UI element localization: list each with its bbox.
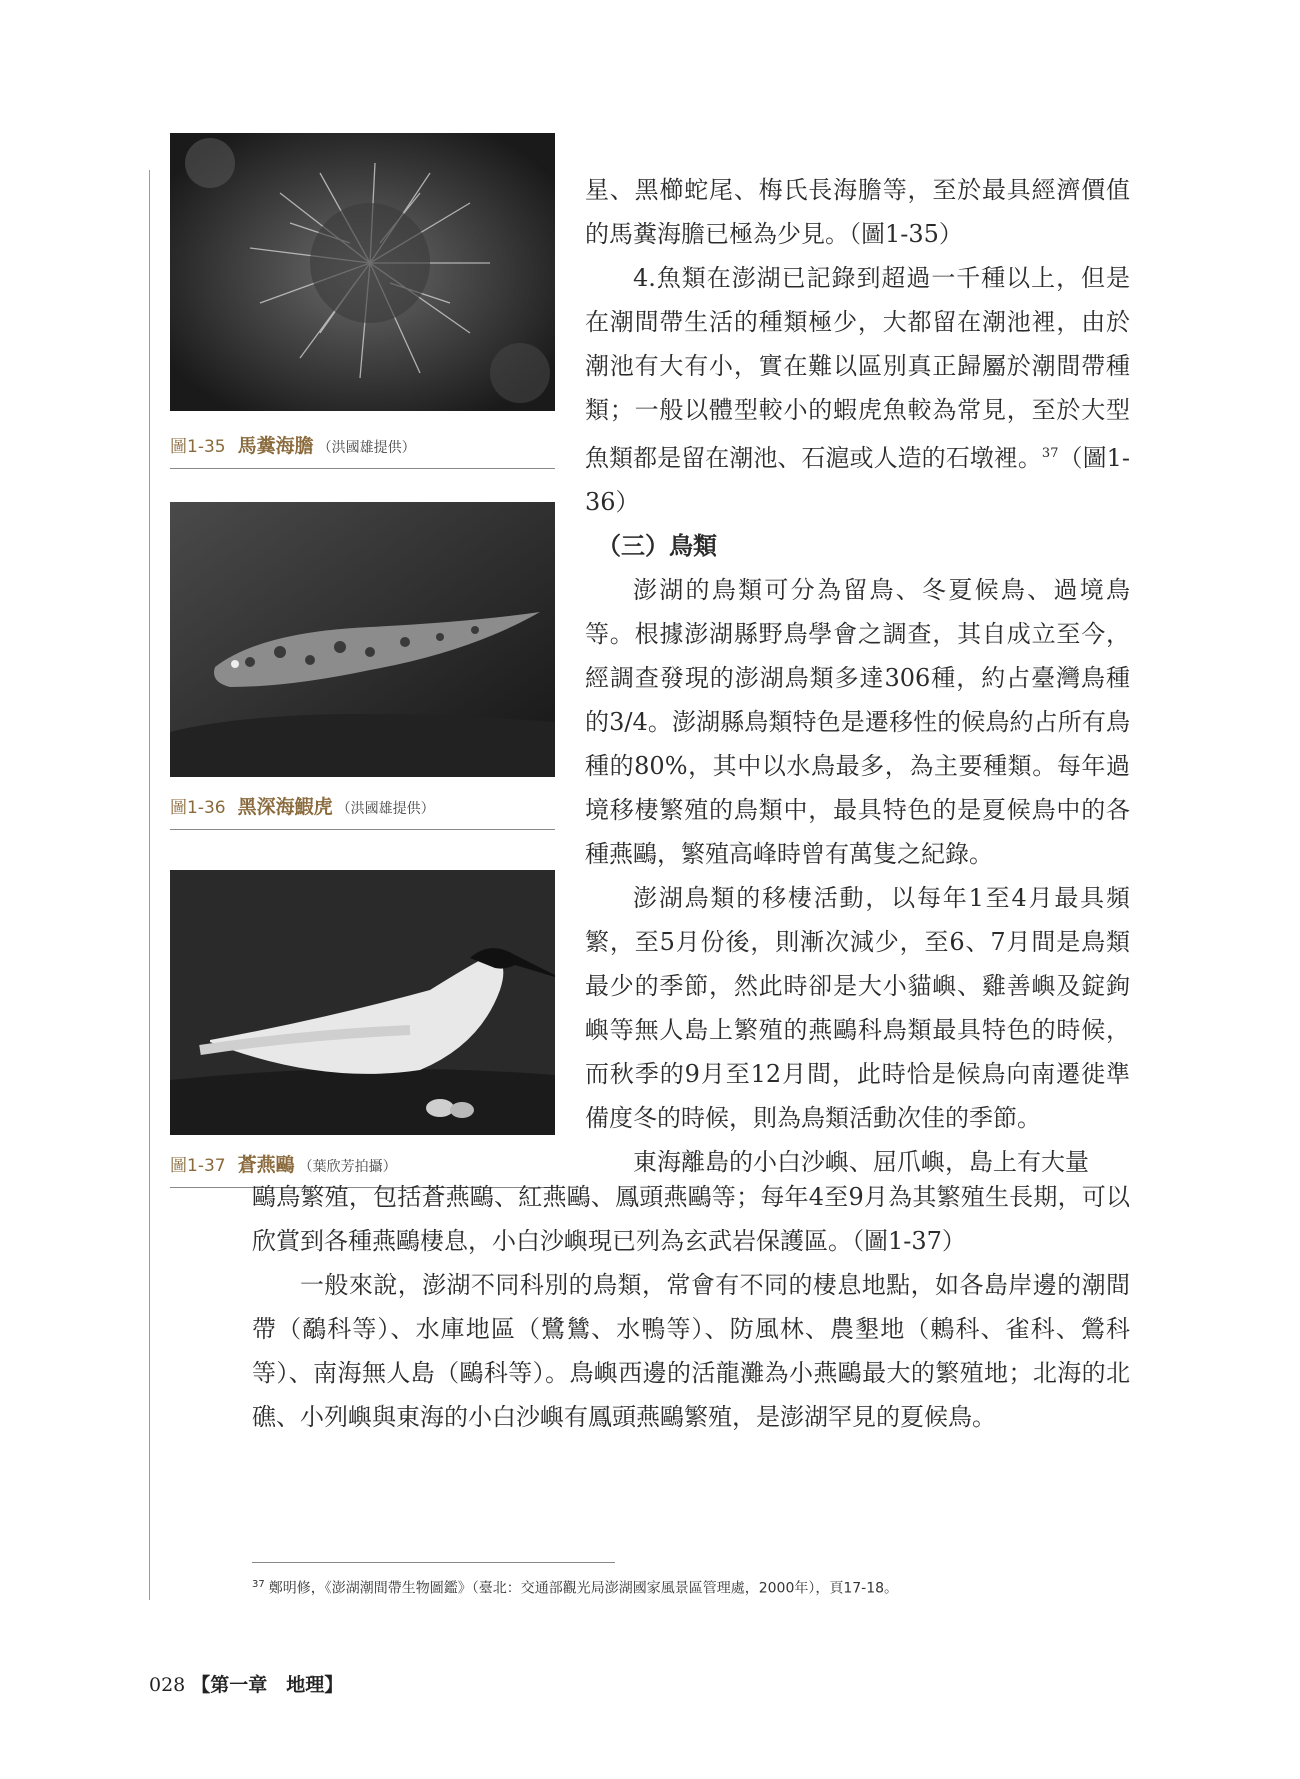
figure-caption	[170, 1150, 555, 1177]
page-footer	[149, 1670, 343, 1697]
footnote-reference: 37	[1041, 446, 1059, 461]
figure-number: 圖1-36	[170, 798, 226, 818]
paragraph: 澎湖鳥類的移棲活動，以每年1至4月最具頻繁，至5月份後，則漸次減少，至6、7月間是鳥類最少的季節，然此時卻是大小貓嶼、雞善嶼及錠鉤嶼等無人島上繁殖的燕鷗科鳥類最具特色的時候，而秋季的9月至12月間，此時恰是候鳥向南遷徙準備度冬的時候，則為鳥類活動次佳的季節。	[585, 884, 1130, 1132]
body-text-right-column	[585, 168, 1130, 1184]
figure-credit: （葉欣芳拍攝）	[298, 1159, 397, 1175]
figure-title: 馬糞海膽	[237, 435, 314, 457]
paragraph: 東海離島的小白沙嶼、屈爪嶼，島上有大量	[633, 1148, 1089, 1176]
paragraph: 鷗鳥繁殖，包括蒼燕鷗、紅燕鷗、鳳頭燕鷗等；每年4至9月為其繁殖生長期，可以欣賞到各種燕鷗棲息，小白沙嶼現已列為玄武岩保護區。（圖1-37）	[252, 1183, 1130, 1255]
caption-divider	[170, 829, 555, 830]
footnote	[252, 1574, 1152, 1600]
paragraph-text: 4.魚類在澎湖已記錄到超過一千種以上，但是在潮間帶生活的種類極少，大都留在潮池裡，由於潮池有大有小，實在難以區別真正歸屬於潮間帶種類；一般以體型較小的蝦虎魚較為常見，至於大型魚類都是留在潮池、石滬或人造的石墩裡。	[585, 264, 1130, 472]
chapter-title: 【第一章 地理】	[191, 1674, 344, 1696]
footnote-mark: 37	[252, 1579, 265, 1590]
paragraph: 一般來說，澎湖不同科別的鳥類，常會有不同的棲息地點，如各島岸邊的潮間帶（鷸科等）、水庫地區（鷺鷥、水鴨等）、防風林、農墾地（鶇科、雀科、鶯科等）、南海無人島（鷗科等）。鳥嶼西邊的活龍灘為小燕鷗最大的繁殖地；北海的北礁、小列嶼與東海的小白沙嶼有鳳頭燕鷗繁殖，是澎湖罕見的夏候鳥。	[252, 1271, 1130, 1431]
sea-urchin-photo	[170, 133, 555, 411]
paragraph	[585, 256, 1130, 524]
figure-credit: （洪國雄提供）	[317, 440, 416, 456]
caption-divider	[170, 468, 555, 469]
figure-number: 圖1-37	[170, 1156, 226, 1176]
figure-reference: （圖1-36）	[585, 444, 1130, 516]
page-number: 028	[149, 1674, 186, 1696]
paragraph: 澎湖的鳥類可分為留鳥、冬夏候鳥、過境鳥等。根據澎湖縣野鳥學會之調查，其自成立至今，經調查發現的澎湖鳥類多達306種，約占臺灣鳥種的3/4。澎湖縣鳥類特色是遷移性的候鳥約占所有鳥種的80%，其中以水鳥最多，為主要種類。每年過境移棲繁殖的鳥類中，最具特色的是夏候鳥中的各種燕鷗，繁殖高峰時曾有萬隻之紀錄。	[585, 576, 1130, 868]
figure-title: 蒼燕鷗	[237, 1154, 295, 1176]
footnote-divider	[252, 1562, 615, 1563]
figure-number: 圖1-35	[170, 437, 226, 457]
margin-rule	[149, 170, 150, 1600]
figure-caption	[170, 792, 555, 819]
tern-photo	[170, 870, 555, 1135]
footnote-text: 鄭明修，《澎湖潮間帶生物圖鑑》（臺北：交通部觀光局澎湖國家風景區管理處，2000年），頁17-18。	[268, 1580, 899, 1597]
body-text-full-width	[252, 1175, 1130, 1439]
figure-caption	[170, 431, 555, 458]
figure-credit: （洪國雄提供）	[336, 801, 435, 817]
goby-photo	[170, 502, 555, 777]
figure-title: 黑深海鰕虎	[237, 796, 333, 818]
paragraph: 星、黑櫛蛇尾、梅氏長海膽等，至於最具經濟價值的馬糞海膽已極為少見。（圖1-35）	[585, 176, 1130, 248]
section-heading: （三）鳥類	[597, 531, 717, 560]
